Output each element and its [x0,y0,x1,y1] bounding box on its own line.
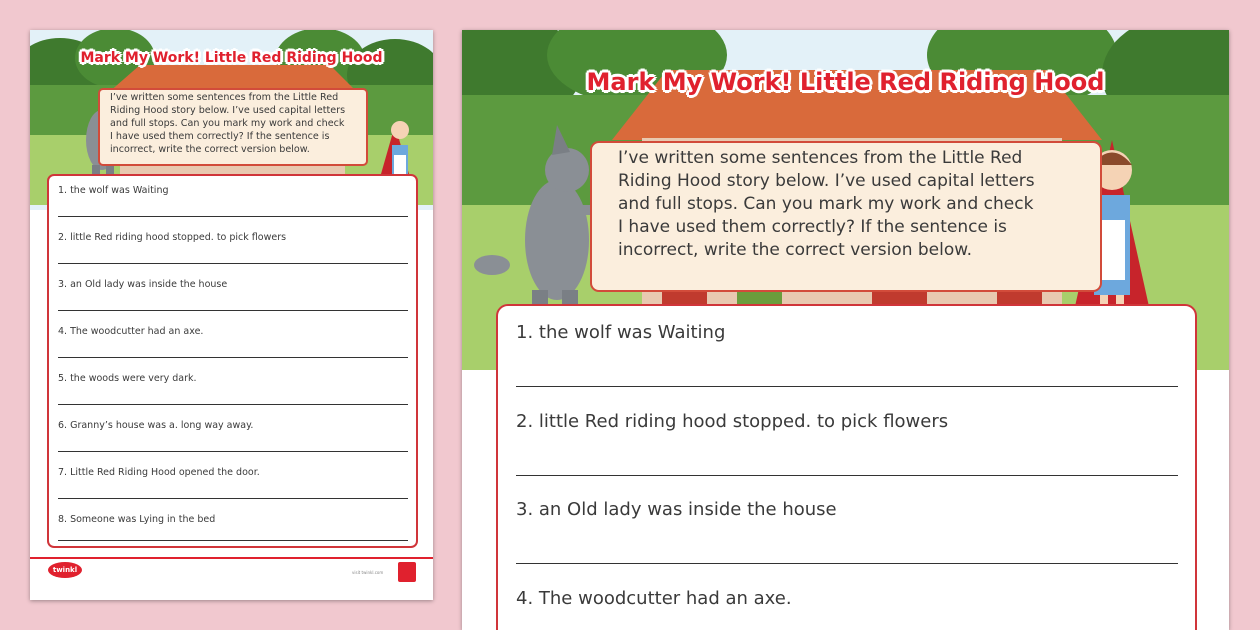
sentence-5: 5. the woods were very dark. [58,373,197,384]
answer-line-7[interactable] [58,498,408,499]
footer-badge-icon [398,562,416,582]
sentence-7: 7. Little Red Riding Hood opened the door. [58,467,260,478]
instruction-line: I’ve written some sentences from the Little Red [110,92,339,103]
worksheet-title: Mark My Work! Little Red Riding Hood [80,50,383,66]
answer-line-1[interactable] [516,386,1178,387]
sentence-box [496,304,1197,630]
worksheet-thumbnail[interactable] [30,30,433,600]
instructions-panel [98,88,368,166]
footer-url: visit twinkl.com [352,570,384,575]
answer-line-2[interactable] [58,263,408,264]
sentence-3: 3. an Old lady was inside the house [58,279,228,290]
answer-line-3[interactable] [58,310,408,311]
twinkl-logo: twinkl [48,562,82,578]
answer-line-8[interactable] [58,540,408,541]
sentence-4: 4. The woodcutter had an axe. [516,588,792,609]
answer-line-4[interactable] [58,357,408,358]
instruction-line: and full stops. Can you mark my work and check [110,117,345,129]
sentence-1: 1. the wolf was Waiting [516,322,726,343]
sentence-3: 3. an Old lady was inside the house [516,499,837,520]
instructions-panel [590,141,1102,292]
answer-line-5[interactable] [58,404,408,405]
instruction-line: incorrect, write the correct version below. [618,239,972,260]
sentence-2: 2. little Red riding hood stopped. to pick flowers [58,232,287,243]
answer-line-3[interactable] [516,563,1178,564]
answer-line-6[interactable] [58,451,408,452]
footer-divider [30,557,433,559]
instruction-line: incorrect, write the correct version below. [110,143,310,155]
sentence-box [47,174,418,548]
instruction-line: and full stops. Can you mark my work and check [618,193,1034,214]
sentence-8: 8. Someone was Lying in the bed [58,514,216,525]
instruction-line: I have used them correctly? If the sentence is [110,130,330,142]
answer-line-1[interactable] [58,216,408,217]
instruction-line: Riding Hood story below. I’ve used capital letters [110,104,346,116]
sentence-1: 1. the wolf was Waiting [58,185,169,196]
answer-line-2[interactable] [516,475,1178,476]
instruction-line: I’ve written some sentences from the Little Red [618,148,1023,168]
sentence-6: 6. Granny’s house was a. long way away. [58,420,254,431]
sentence-4: 4. The woodcutter had an axe. [58,326,204,337]
instruction-line: I have used them correctly? If the sentence is [618,216,1007,237]
instruction-line: Riding Hood story below. I’ve used capital letters [618,170,1035,191]
worksheet-zoom[interactable] [462,30,1229,630]
worksheet-title: Mark My Work! Little Red Riding Hood [586,68,1105,96]
sentence-2: 2. little Red riding hood stopped. to pick flowers [516,411,949,432]
